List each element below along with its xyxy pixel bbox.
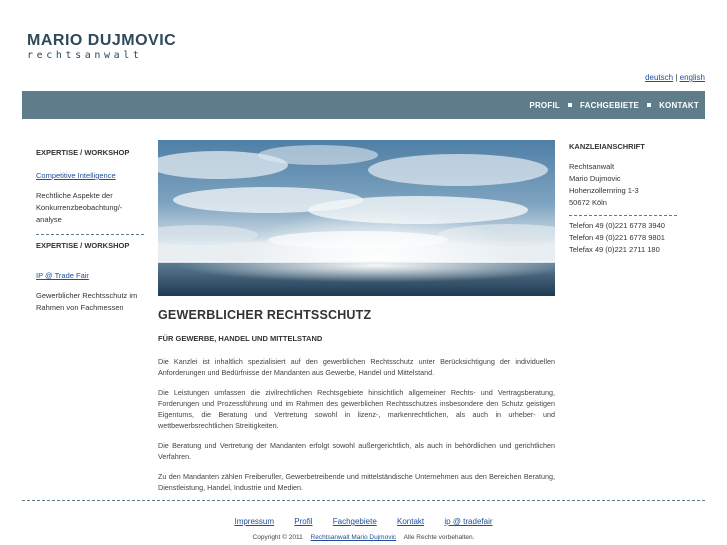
address-heading: KANZLEIANSCHRIFT (569, 142, 645, 151)
footer-link-ip-tradefair[interactable]: ip @ tradefair (444, 517, 493, 526)
content-paragraph: Die Beratung und Vertretung der Mandanten erfolgt sowohl außergerichtlich, als auch in behördlichen und gerichtlichen Verfahren. (158, 441, 555, 461)
ip-trade-fair-link[interactable]: IP @ Trade Fair (36, 271, 89, 280)
content-paragraph: Die Leistungen umfassen die zivilrechtlichen Rechtsgebiete hinsichtlich allgemeiner Rechts- und Vertragsberatung, Forderungen und Prozessführung und im Rahmen des gewerblichen Rechtsschutzes insbesondere den Schutz geistigen Eigentums, die Beratung und Vertretung sowohl in lizenz-, markenrechtlichen, als auch in urheber- und wettbewerbsrechtlichen Streitigkeiten. (158, 388, 555, 430)
lang-english-link[interactable]: english (679, 73, 705, 82)
main-navbar (22, 91, 705, 119)
left-sidebar (36, 148, 146, 314)
address-block (569, 161, 679, 209)
nav-items (529, 91, 699, 119)
footer-link-fachgebiete[interactable]: Fachgebiete (332, 517, 377, 526)
footer-link-impressum[interactable]: Impressum (234, 517, 275, 526)
nav-item-profil[interactable]: PROFIL (529, 100, 560, 110)
dashed-divider (569, 215, 677, 216)
phone-line: Telefon 49 (0)221 6778 3940 (569, 221, 665, 230)
copyright-text: Copyright © 2011 (252, 534, 303, 541)
content-paragraph: Die Kanzlei ist inhaltlich spezialisiert auf den gewerblichen Rechtsschutz unter Berücksichtigung der individuellen Anforderungen und Bedürfnisse der Mandanten aus Gewerbe, Handel und Mittelstand. (158, 357, 555, 377)
hero-image (158, 140, 555, 296)
content-paragraph: Zu den Mandanten zählen Freiberufler, Gewerbetreibende und mittelständische Unternehmen aus den Bereichen Beratung, Dienstleistung, Handel, Industrie und Medien. (158, 472, 555, 492)
footer-link-kontakt[interactable]: Kontakt (397, 517, 425, 526)
address-line: 50672 Köln (569, 198, 607, 207)
address-line: Hohenzollernring 1-3 (569, 186, 639, 195)
expertise-description: Rechtliche Aspekte der Konkurrenzbeobachtung/-analyse (36, 191, 123, 224)
logo[interactable] (27, 32, 176, 62)
competitive-intelligence-link[interactable]: Competitive Intelligence (36, 171, 116, 180)
dashed-divider (36, 234, 144, 235)
copyright (0, 534, 727, 541)
address-line: Rechtsanwalt (569, 162, 615, 171)
phone-line: Telefon 49 (0)221 6778 9801 (569, 233, 665, 242)
rights-text: Alle Rechte vorbehalten. (403, 534, 475, 541)
footer-divider (22, 500, 705, 501)
footer-link-profil[interactable]: Profil (294, 517, 313, 526)
logo-name: MARIO DUJMOVIC (27, 32, 177, 49)
logo-subtitle: rechtsanwalt (27, 50, 143, 61)
expertise-heading: EXPERTISE / WORKSHOP (36, 148, 130, 157)
contact-block (569, 220, 679, 256)
nav-item-fachgebiete[interactable]: FACHGEBIETE (579, 100, 640, 110)
language-switch (645, 73, 705, 82)
lang-deutsch-link[interactable]: deutsch (645, 73, 674, 82)
right-sidebar (569, 142, 679, 256)
page-subtitle: FÜR GEWERBE, HANDEL UND MITTELSTAND (158, 334, 323, 343)
address-line: Mario Dujmovic (569, 174, 621, 183)
footer-links (0, 517, 727, 526)
nav-separator-icon (647, 103, 651, 107)
expertise-heading: EXPERTISE / WORKSHOP (36, 241, 130, 250)
page-title: GEWERBLICHER RECHTSSCHUTZ (158, 308, 372, 322)
nav-separator-icon (568, 103, 572, 107)
lang-separator: | (675, 73, 678, 82)
expertise-description: Gewerblicher Rechtsschutz im Rahmen von Fachmessen (36, 291, 138, 312)
owner-link[interactable]: Rechtsanwalt Mario Dujmovic (310, 534, 397, 541)
fax-line: Telefax 49 (0)221 2711 180 (569, 245, 660, 254)
nav-item-kontakt[interactable]: KONTAKT (659, 100, 699, 110)
main-content (158, 308, 555, 493)
